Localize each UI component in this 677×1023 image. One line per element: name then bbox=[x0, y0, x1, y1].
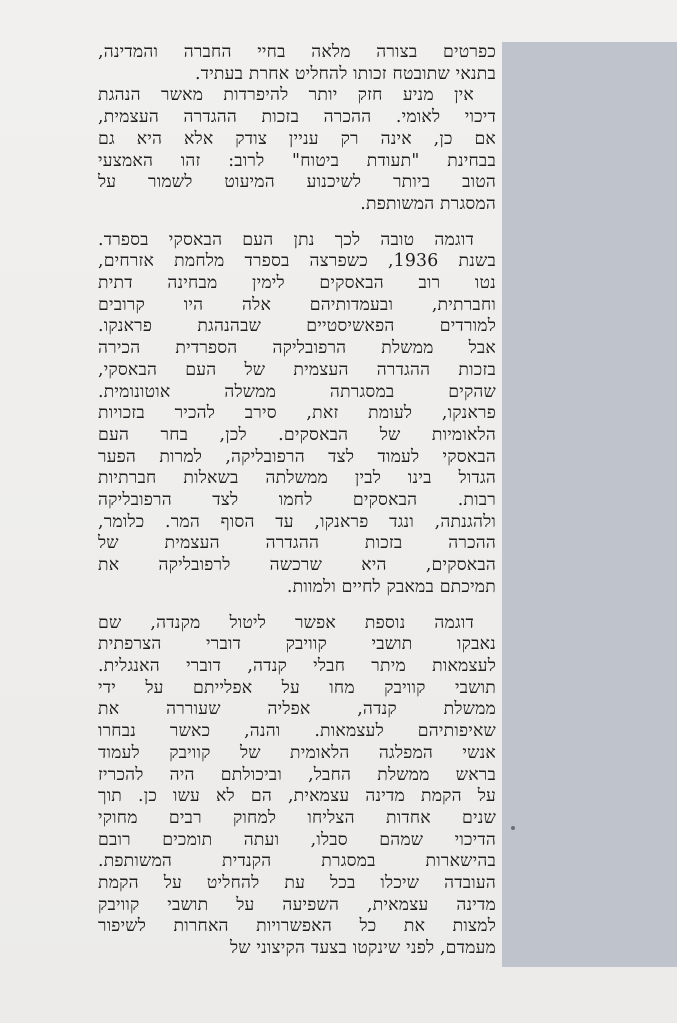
text-line: בזכות ההגדרה העצמית של העם הבאסקי, bbox=[98, 359, 496, 380]
text-line: ההכרה בזכות ההגדרה העצמית של bbox=[98, 533, 496, 554]
text-line: נאבקו תושבי קוויבק דוברי הצרפתית bbox=[98, 634, 496, 655]
text-line: אבל ממשלת הרפובליקה הספרדית הכירה bbox=[98, 338, 496, 359]
text-line: הגדול בינו לבין ממשלתה בשאלות חברתיות bbox=[98, 468, 496, 489]
text-line: למצות את כל האפשרויות האחרות לשיפור bbox=[98, 916, 496, 937]
text-line: פראנקו, לעומת זאת, סירב להכיר בזכויות bbox=[98, 403, 496, 424]
text-line: הלאומיות של הבאסקים. לכן, בחר העם bbox=[98, 424, 496, 445]
paragraph-4 bbox=[98, 613, 496, 960]
text-line: הבאסקים, היא שרכשה לרפובליקה את bbox=[98, 555, 496, 576]
text-line: אין מניע חזק יותר להיפרדות מאשר הנהגת bbox=[98, 85, 474, 106]
text-line: בתנאי שתובטח זכותו להחליט אחרת בעתיד. bbox=[194, 63, 496, 84]
text-line: הדיכוי שמהם סבלו, ועתה תומכים רובם bbox=[98, 829, 496, 850]
text-line: המסגרת המשותפת. bbox=[360, 193, 496, 214]
text-line: שאיפותיהם לעצמאות. והנה, כאשר נבחרו bbox=[98, 721, 496, 742]
text-line: וחברתית, ובעמדותיהם אלה היו קרובים bbox=[98, 294, 496, 315]
text-line: על הקמת מדינה עצמאית, הם לא עשו כן. תוך bbox=[98, 786, 496, 807]
text-line: אנשי המפלגה הלאומית של קוויבק לעמוד bbox=[98, 742, 496, 763]
text-line: תושבי קוויבק מחו על אפלייתם על ידי bbox=[98, 677, 496, 698]
text-line: בבחינת "תעודת ביטוח" לרוב: זהו האמצעי bbox=[98, 150, 496, 171]
text-line: כפרטים בצורה מלאה בחיי החברה והמדינה, bbox=[98, 42, 496, 62]
paragraph-1 bbox=[98, 42, 496, 85]
text-line: בהישארות במסגרת הקנדית המשותפת. bbox=[98, 851, 496, 872]
text-line: הטוב ביותר לשיכנוע המיעוט לשמור על bbox=[98, 172, 496, 193]
side-margin-band bbox=[502, 42, 677, 967]
text-line: דיכוי לאומי. ההכרה בזכות ההגדרה העצמית, bbox=[98, 107, 496, 128]
text-column bbox=[98, 42, 496, 960]
paragraph-2 bbox=[98, 85, 496, 215]
text-line: מעמדם, לפני שינקטו בצעד הקיצוני של bbox=[229, 938, 496, 959]
text-line: בשנת 1936, כשפרצה בספרד מלחמת אזרחים, bbox=[98, 251, 496, 272]
paragraph-3 bbox=[98, 230, 496, 599]
text-line: בראש ממשלת החבל, וביכולתם היה להכריז bbox=[98, 764, 496, 785]
text-line: לעצמאות מיתר חבלי קנדה, דוברי האנגלית. bbox=[98, 655, 496, 676]
text-line: למורדים הפאשיסטיים שבהנהגת פראנקו. bbox=[98, 316, 496, 337]
text-line: דוגמה טובה לכך נתן העם הבאסקי בספרד. bbox=[98, 229, 475, 250]
text-line: תמיכתם במאבק לחיים ולמוות. bbox=[286, 576, 496, 597]
text-line: דוגמה נוספת אפשר ליטול מקנדה, שם bbox=[98, 612, 474, 633]
text-line: העובדה שיכלו בכל עת להחליט על הקמת bbox=[98, 873, 496, 894]
text-line: נטו רוב הבאסקים לימין מבחינה דתית bbox=[98, 273, 496, 294]
text-line: שנים אחדות הצליחו למחוק רבים מחוקי bbox=[98, 807, 496, 828]
text-line: ממשלת קנדה, אפליה שעוררה את bbox=[98, 699, 496, 720]
text-line: רבות. הבאסקים לחמו לצד הרפובליקה bbox=[98, 490, 496, 511]
text-line: שהקים במסגרתה ממשלה אוטונומית. bbox=[98, 381, 496, 402]
text-line: מדינה עצמאית, השפיעה על תושבי קוויבק bbox=[98, 894, 496, 915]
text-line: אם כן, אינה רק עניין צודק אלא היא גם bbox=[98, 128, 496, 149]
margin-dot bbox=[511, 826, 515, 830]
text-line: הבאסקי לעמוד לצד הרפובליקה, למרות הפער bbox=[98, 446, 496, 467]
text-line: ולהגנתה, ונגד פראנקו, עד הסוף המר. כלומר, bbox=[98, 511, 496, 532]
